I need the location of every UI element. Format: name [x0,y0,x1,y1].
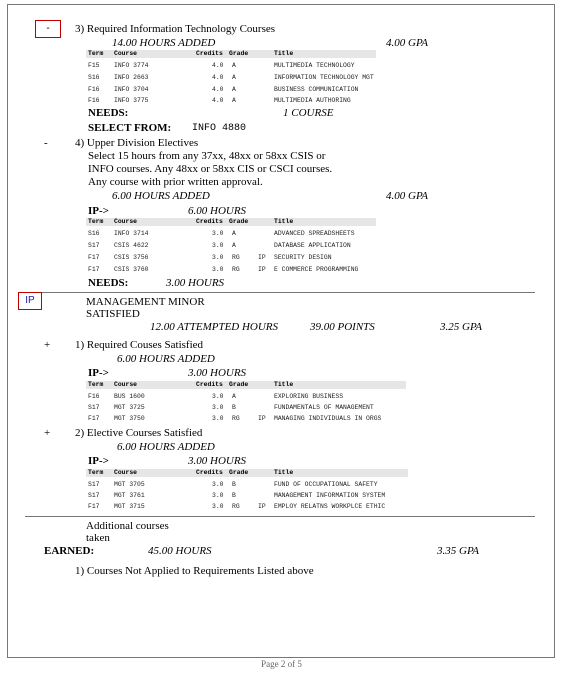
section-divider [25,292,535,293]
header-title: Title [274,469,294,476]
earned-hours: 45.00 HOURS [148,545,212,557]
select-from-course-link[interactable]: INFO 4880 [192,123,247,134]
row-term: F17 [88,254,100,261]
row-course: INFO 3714 [114,230,149,237]
additional-courses-label: Additional courses [86,520,169,532]
row-term: F16 [88,86,100,93]
row-in-progress: IP [258,503,266,510]
hours-added: 6.00 HOURS ADDED [117,441,215,453]
row-grade: B [232,404,236,411]
row-in-progress: IP [258,415,266,422]
row-grade: A [232,97,236,104]
not-applied-title: 1) Courses Not Applied to Requirements Listed above [75,565,314,577]
hours-added: 6.00 HOURS ADDED [112,190,210,202]
header-grade: Grade [229,218,249,225]
needs-label: NEEDS: [88,277,129,289]
header-term: Term [88,469,104,476]
row-course: MGT 3761 [114,492,145,499]
needs-label: NEEDS: [88,107,129,119]
row-grade: B [232,492,236,499]
requirement-gpa: 4.00 GPA [386,190,428,202]
in-progress-label: IP-> [88,367,109,379]
row-title: E COMMERCE PROGRAMMING [274,266,359,273]
row-course: INFO 3775 [114,97,149,104]
header-grade: Grade [229,381,249,388]
hours-added: 14.00 HOURS ADDED [112,37,216,49]
row-credits: 3.0 [212,415,224,422]
needs-value: 1 COURSE [283,107,334,119]
header-credits: Credits [196,381,223,388]
header-term: Term [88,50,104,57]
row-credits: 3.0 [212,481,224,488]
row-grade: B [232,481,236,488]
header-credits: Credits [196,50,223,57]
expand-toggle-button[interactable]: + [44,339,51,351]
row-credits: 4.0 [212,97,224,104]
row-term: S16 [88,230,100,237]
row-grade: A [232,230,236,237]
row-title: DATABASE APPLICATION [274,242,351,249]
header-credits: Credits [196,218,223,225]
row-title: BUSINESS COMMUNICATION [274,86,359,93]
row-course: MGT 3705 [114,481,145,488]
row-title: EMPLOY RELATNS WORKPLCE ETHIC [274,503,386,510]
header-course: Course [114,50,138,57]
earned-label: EARNED: [44,545,95,557]
row-term: S17 [88,404,100,411]
minor-title: MANAGEMENT MINOR [86,296,205,308]
row-term: F17 [88,415,100,422]
row-term: F16 [88,393,100,400]
row-title: ADVANCED SPREADSHEETS [274,230,355,237]
minor-gpa: 3.25 GPA [440,321,482,333]
row-credits: 4.0 [212,86,224,93]
row-course: INFO 2663 [114,74,149,81]
row-course: CSIS 3760 [114,266,149,273]
row-credits: 3.0 [212,266,224,273]
row-grade: A [232,242,236,249]
row-title: FUNDAMENTALS OF MANAGEMENT [274,404,374,411]
row-title: MULTIMEDIA TECHNOLOGY [274,62,355,69]
row-term: F15 [88,62,100,69]
page-number: Page 2 of 5 [261,659,302,669]
total-points: 39.00 POINTS [310,321,375,333]
header-term: Term [88,381,104,388]
section-divider [25,516,535,517]
row-grade: A [232,86,236,93]
row-credits: 3.0 [212,242,224,249]
select-from-label: SELECT FROM: [88,122,172,134]
row-grade: A [232,74,236,81]
row-term: S16 [88,74,100,81]
requirement-title: 2) Elective Courses Satisfied [75,427,203,439]
header-course: Course [114,381,138,388]
header-grade: Grade [229,50,249,57]
needs-value: 3.00 HOURS [166,277,225,289]
header-course: Course [114,218,138,225]
row-course: MGT 3725 [114,404,145,411]
requirement-title: 1) Required Couses Satisfied [75,339,204,351]
hours-added: 6.00 HOURS ADDED [117,353,215,365]
row-term: S17 [88,492,100,499]
header-title: Title [274,381,294,388]
in-progress-hours: 3.00 HOURS [188,455,247,467]
row-credits: 3.0 [212,230,224,237]
row-in-progress: IP [258,266,266,273]
row-credits: 3.0 [212,404,224,411]
additional-courses-label: taken [86,532,110,544]
collapse-toggle-button[interactable]: - [35,20,61,38]
row-title: MANAGING INDIVIDUALS IN ORGS [274,415,382,422]
row-term: F16 [88,97,100,104]
row-credits: 3.0 [212,393,224,400]
row-title: MULTIMEDIA AUTHORING [274,97,351,104]
header-grade: Grade [229,469,249,476]
row-credits: 4.0 [212,62,224,69]
row-credits: 3.0 [212,503,224,510]
row-title: FUND OF OCCUPATIONAL SAFETY [274,481,378,488]
row-grade: A [232,62,236,69]
row-grade: RG [232,254,240,261]
row-course: CSIS 4622 [114,242,149,249]
header-credits: Credits [196,469,223,476]
row-in-progress: IP [258,254,266,261]
in-progress-hours: 6.00 HOURS [188,205,247,217]
in-progress-label: IP-> [88,205,109,217]
earned-gpa: 3.35 GPA [437,545,479,557]
header-title: Title [274,218,294,225]
in-progress-badge[interactable]: IP [18,292,42,310]
row-course: CSIS 3756 [114,254,149,261]
requirement-description: Select 15 hours from any 37xx, 48xx or 58xx CSIS or [88,150,326,162]
row-term: F17 [88,503,100,510]
requirement-gpa: 4.00 GPA [386,37,428,49]
row-title: EXPLORING BUSINESS [274,393,344,400]
row-credits: 4.0 [212,74,224,81]
requirement-description: INFO courses. Any 48xx or 58xx CIS or CSCI courses. [88,163,333,175]
header-title: Title [274,50,294,57]
row-credits: 3.0 [212,254,224,261]
requirement-description: Any course with prior written approval. [88,176,263,188]
row-title: SECURITY DESIGN [274,254,332,261]
row-course: MGT 3750 [114,415,145,422]
requirement-title: 4) Upper Division Electives [75,137,199,149]
row-grade: RG [232,503,240,510]
header-term: Term [88,218,104,225]
row-grade: RG [232,415,240,422]
minor-status: SATISFIED [86,308,140,320]
in-progress-hours: 3.00 HOURS [188,367,247,379]
attempted-hours: 12.00 ATTEMPTED HOURS [150,321,279,333]
row-grade: RG [232,266,240,273]
collapse-toggle-button[interactable]: - [44,137,48,149]
row-grade: A [232,393,236,400]
header-course: Course [114,469,138,476]
requirement-title: 3) Required Information Technology Courses [75,23,276,35]
row-term: S17 [88,242,100,249]
row-course: INFO 3704 [114,86,149,93]
row-term: F17 [88,266,100,273]
row-course: INFO 3774 [114,62,149,69]
row-term: S17 [88,481,100,488]
expand-toggle-button[interactable]: + [44,427,51,439]
in-progress-label: IP-> [88,455,109,467]
row-title: MANAGEMENT INFORMATION SYSTEM [274,492,386,499]
row-course: BUS 1600 [114,393,145,400]
row-title: INFORMATION TECHNOLOGY MGT [274,74,374,81]
row-credits: 3.0 [212,492,224,499]
row-course: MGT 3715 [114,503,145,510]
